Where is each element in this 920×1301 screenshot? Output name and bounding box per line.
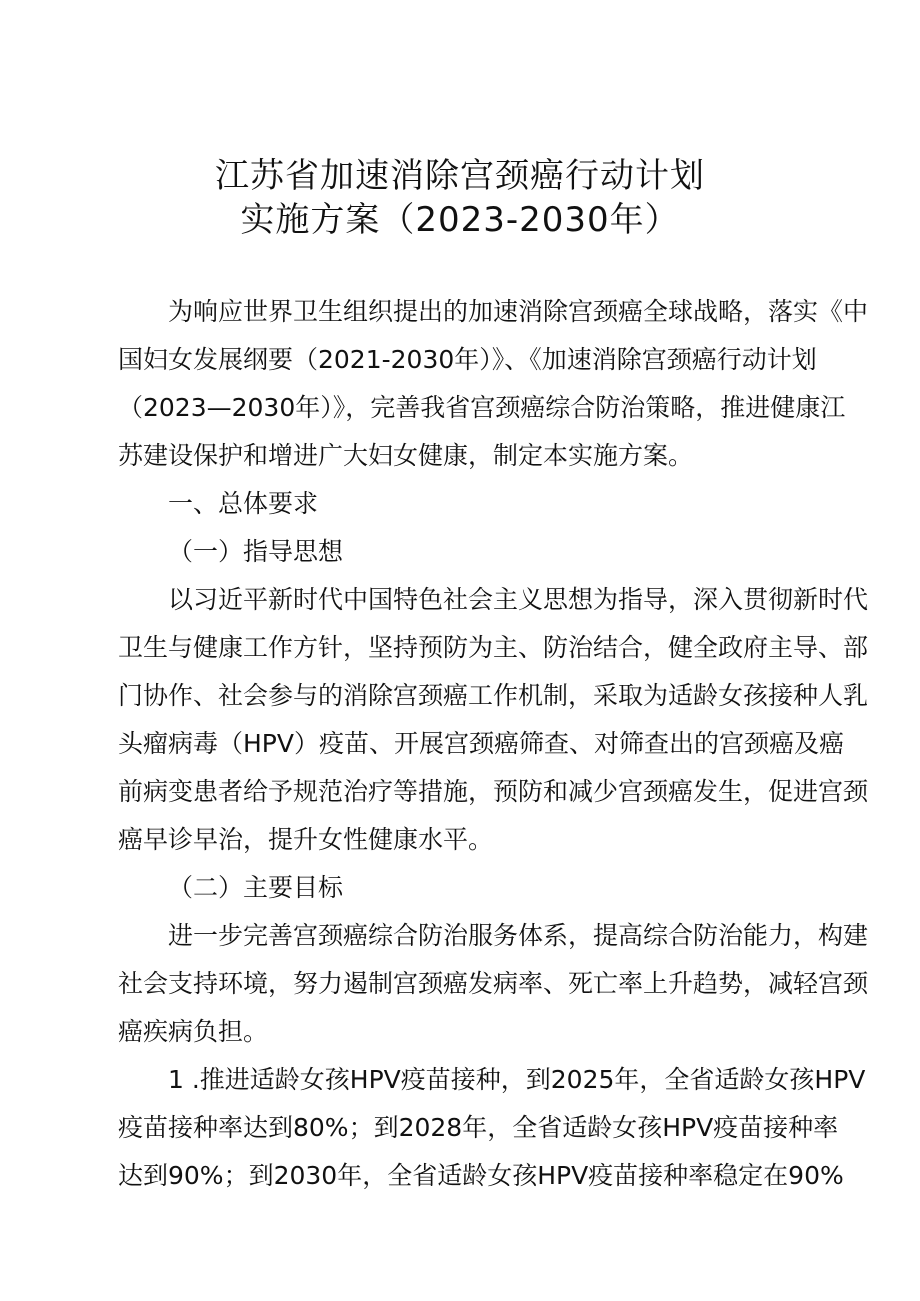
main-goals-line: 癌疾病负担。 bbox=[118, 1017, 269, 1046]
main-goals-line: 进一步完善宫颈癌综合防治服务体系，提高综合防治能力，构建 bbox=[168, 921, 869, 950]
guiding-ideology-line: 门协作、社会参与的消除宫颈癌工作机制，采取为适龄女孩接种人乳 bbox=[118, 681, 869, 710]
section-heading: 一、总体要求 bbox=[168, 489, 319, 518]
intro-paragraph-line: 苏建设保护和增进广大妇女健康，制定本实施方案。 bbox=[118, 441, 694, 470]
guiding-ideology-line: 以习近平新时代中国特色社会主义思想为指导，深入贯彻新时代 bbox=[168, 585, 869, 614]
subsection-heading: （一）指导思想 bbox=[168, 537, 344, 566]
guiding-ideology-line: 癌早诊早治，提升女性健康水平。 bbox=[118, 825, 494, 854]
goal-item-1-line: 达到90%；到2030年，全省适龄女孩HPV疫苗接种率稳定在90% bbox=[118, 1161, 844, 1190]
guiding-ideology-line: 前病变患者给予规范治疗等措施，预防和减少宫颈癌发生，促进宫颈 bbox=[118, 777, 869, 806]
goal-item-1-line: 1 .推进适龄女孩HPV疫苗接种，到2025年，全省适龄女孩HPV bbox=[168, 1065, 866, 1094]
document-title-line-2: 实施方案（2023-2030年） bbox=[240, 200, 680, 240]
intro-paragraph-line: （2023—2030年）》，完善我省宫颈癌综合防治策略，推进健康江 bbox=[118, 393, 846, 422]
guiding-ideology-line: 头瘤病毒（HPV）疫苗、开展宫颈癌筛查、对筛查出的宫颈癌及癌 bbox=[118, 729, 844, 758]
main-goals-line: 社会支持环境，努力遏制宫颈癌发病率、死亡率上升趋势，减轻宫颈 bbox=[118, 969, 869, 998]
goal-item-1-line: 疫苗接种率达到80%；到2028年，全省适龄女孩HPV疫苗接种率 bbox=[118, 1113, 839, 1142]
intro-paragraph-line: 国妇女发展纲要（2021-2030年）》、《加速消除宫颈癌行动计划 bbox=[118, 345, 817, 374]
intro-paragraph-line: 为响应世界卫生组织提出的加速消除宫颈癌全球战略，落实《中 bbox=[168, 297, 869, 326]
guiding-ideology-line: 卫生与健康工作方针，坚持预防为主、防治结合，健全政府主导、部 bbox=[118, 633, 869, 662]
document-title-line-1: 江苏省加速消除宫颈癌行动计划 bbox=[215, 156, 705, 196]
subsection-heading: （二）主要目标 bbox=[168, 873, 344, 902]
